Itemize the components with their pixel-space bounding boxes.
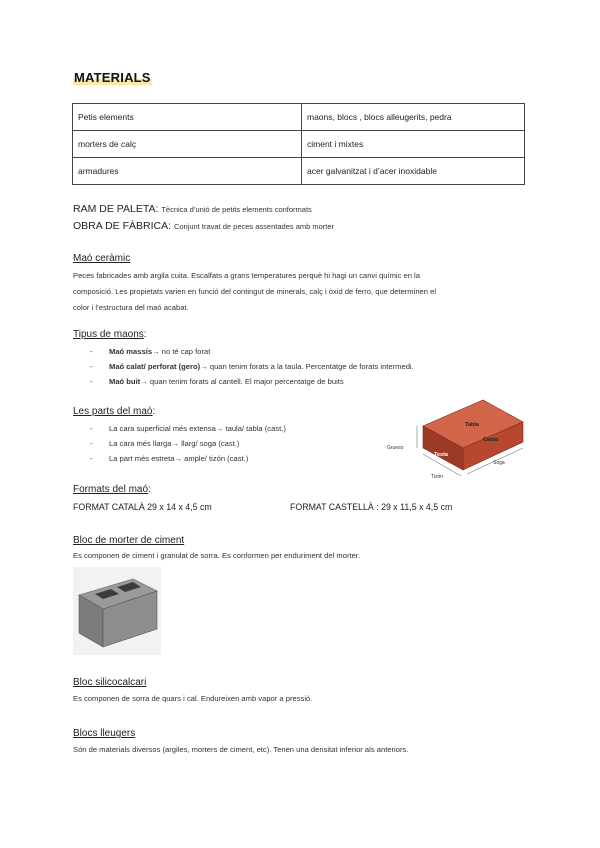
definition-desc: Tècnica d’unió de petits elements conformats — [161, 205, 312, 214]
section-heading-blocs-lleugers: Blocs lleugers — [73, 728, 136, 739]
table-row — [73, 104, 525, 131]
heading-suffix: : — [148, 484, 151, 495]
list-item: - La part més estreta→ ample/ tizón (cast.) — [90, 454, 249, 463]
heading-suffix: : — [152, 406, 156, 417]
item-text: La part més estreta→ ample/ tizón (cast.) — [109, 454, 249, 463]
heading-suffix: : — [143, 329, 147, 340]
item-text: → quan tenim forats al cantell. El major percentatge de buits — [140, 377, 344, 386]
list-item: - Maó massís→ no té cap forat — [90, 347, 211, 356]
paragraph-bloc-morter: Es componen de ciment i granulat de sorra. Es conformen per enduriment del morter. — [73, 551, 361, 560]
section-heading-bloc-morter: Bloc de morter de ciment — [73, 535, 185, 546]
tipus-list — [73, 344, 414, 389]
table-cell: maons, blocs , blocs alleugerits, pedra — [302, 104, 525, 131]
definition-term: OBRA DE FÀBRICA: — [73, 220, 172, 232]
definition-ram — [73, 203, 312, 215]
label-tizon: Tizón — [431, 474, 444, 480]
paragraph-line: color i l’estructura del maó acabat. — [73, 303, 189, 312]
format-castella: FORMAT CASTELLÀ : 29 x 11,5 x 4,5 cm — [290, 502, 453, 512]
section-heading-mao-ceramic: Maó ceràmic — [73, 253, 131, 264]
section-heading-tipus — [73, 329, 147, 340]
heading-text: Formats del maó — [73, 484, 149, 495]
paragraph-line: Peces fabricades amb argila cuita. Escalfats a grans temperatures perquè hi hagi un canvi químic en la — [73, 271, 420, 280]
item-bold: Maó buit — [109, 377, 141, 386]
definition-desc: Conjunt travat de peces assentades amb morter — [173, 222, 335, 231]
cement-block-image — [73, 567, 161, 655]
table-cell: ciment i mixtes — [302, 131, 525, 158]
label-tabla: Tabla — [465, 422, 479, 428]
parts-list — [73, 421, 286, 466]
item-text: La cara superficial més extensa→ taula/ tabla (cast.) — [109, 424, 286, 433]
item-bold: Maó calat/ perforat (gero) — [109, 362, 201, 371]
materials-table — [72, 103, 525, 185]
table-cell: armadures — [73, 158, 302, 185]
item-bold: Maó massís — [109, 347, 153, 356]
list-item: - Maó calat/ perforat (gero)→ quan tenim forats a la taula. Percentatge de forats intermedi. — [90, 362, 414, 371]
paragraph-mao-ceramic — [73, 268, 533, 316]
definition-term: RAM DE PALETA: — [73, 203, 159, 215]
label-canto: Canto — [483, 437, 499, 443]
table-row — [73, 158, 525, 185]
item-text: → quan tenim forats a la taula. Percentatge de forats intermedi. — [200, 362, 414, 371]
table-cell: Petis elements — [73, 104, 302, 131]
table-row — [73, 131, 525, 158]
label-grueso: Grueso — [387, 445, 404, 451]
paragraph-blocs-lleugers: Són de materials diversos (argiles, morters de ciment, etc). Tenen una densitat inferior als anteriors. — [73, 745, 409, 754]
definition-obra — [73, 220, 334, 232]
list-item: - La cara superficial més extensa→ taula/ tabla (cast.) — [90, 424, 286, 433]
table-cell: morters de calç — [73, 131, 302, 158]
heading-text: Les parts del maó — [73, 406, 153, 417]
heading-text: Tipus de maons — [73, 329, 144, 340]
format-catala: FORMAT CATALÀ 29 x 14 x 4,5 cm — [73, 502, 212, 512]
paragraph-line: composició. Les propietats varien en funció del contingut de minerals, calç i òxid de ferro, que determinen el — [73, 287, 437, 296]
label-testa: Testa — [434, 452, 448, 458]
list-item: - Maó buit→ quan tenim forats al cantell. El major percentatge de buits — [90, 377, 344, 386]
page-title: MATERIALS — [74, 70, 151, 85]
brick-parts-diagram — [385, 390, 525, 480]
section-heading-bloc-silico: Bloc silicocalcari — [73, 677, 147, 688]
section-heading-parts — [73, 406, 155, 417]
section-heading-formats — [73, 484, 151, 495]
label-soga: Soga — [493, 460, 505, 466]
paragraph-bloc-silico: Es componen de sorra de quars i cal. Endureixen amb vapor a pressió. — [73, 694, 313, 703]
table-cell: acer galvanitzat i d’acer inoxidable — [302, 158, 525, 185]
item-text: La cara més llarga→ llarg/ soga (cast.) — [109, 439, 240, 448]
item-text: → no té cap forat — [152, 347, 211, 356]
list-item: - La cara més llarga→ llarg/ soga (cast.) — [90, 439, 240, 448]
